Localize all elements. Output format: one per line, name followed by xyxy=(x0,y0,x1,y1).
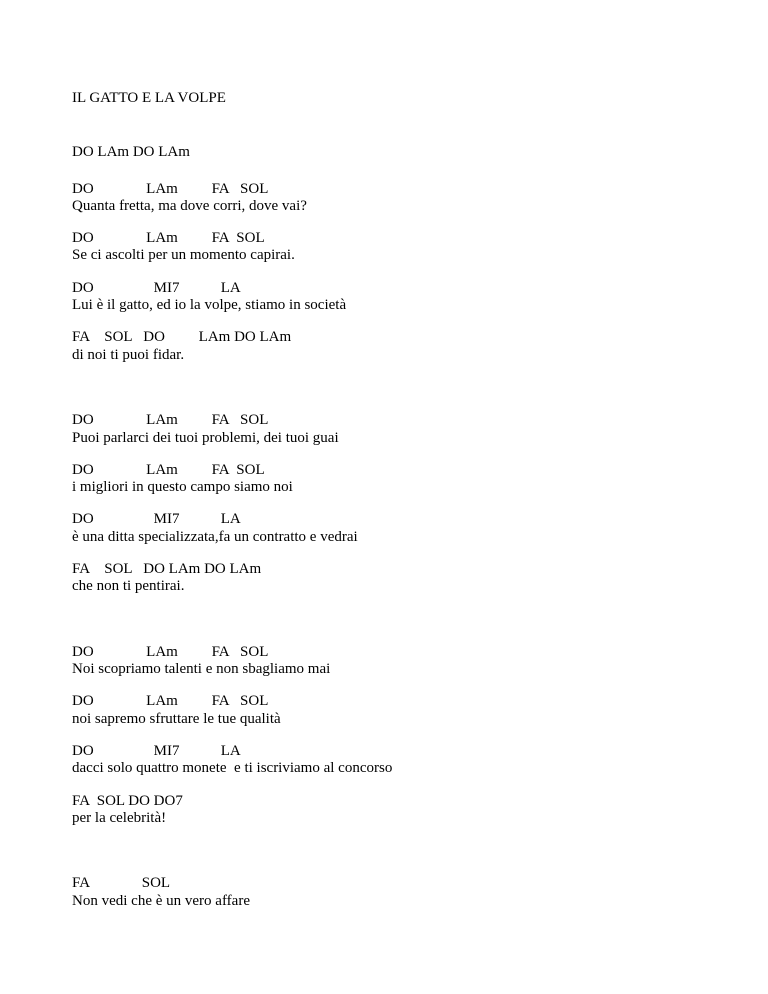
lyric-line: Non vedi che è un vero affare xyxy=(72,893,250,909)
lyric-line: che non ti pentirai. xyxy=(72,578,185,594)
chord-line: DO MI7 LA xyxy=(72,280,241,296)
chord-line: DO MI7 LA xyxy=(72,743,241,759)
chord-line: DO LAm FA SOL xyxy=(72,462,265,478)
lyric-line: Noi scopriamo talenti e non sbagliamo mai xyxy=(72,661,331,677)
lyric-line: Puoi parlarci dei tuoi problemi, dei tuoi guai xyxy=(72,430,339,446)
chord-line: DO LAm FA SOL xyxy=(72,181,269,197)
intro-chords: DO LAm DO LAm xyxy=(72,144,190,160)
lyric-line: noi sapremo sfruttare le tue qualità xyxy=(72,711,281,727)
lyric-line: per la celebrità! xyxy=(72,810,167,826)
lyric-line: Se ci ascolti per un momento capirai. xyxy=(72,247,295,263)
lyric-line: Quanta fretta, ma dove corri, dove vai? xyxy=(72,198,307,214)
lyric-line: dacci solo quattro monete e ti iscriviamo al concorso xyxy=(72,760,393,776)
chord-line: DO LAm FA SOL xyxy=(72,230,265,246)
chord-line: FA SOL DO LAm DO LAm xyxy=(72,561,262,577)
song-title: IL GATTO E LA VOLPE xyxy=(72,90,226,106)
chord-line: DO LAm FA SOL xyxy=(72,693,269,709)
chord-line: FA SOL DO DO7 xyxy=(72,793,183,809)
lyric-line: di noi ti puoi fidar. xyxy=(72,347,185,363)
chord-line: FA SOL DO LAm DO LAm xyxy=(72,329,292,345)
chord-line: DO MI7 LA xyxy=(72,511,241,527)
lyric-line: è una ditta specializzata,fa un contratto e vedrai xyxy=(72,529,358,545)
chord-line: DO LAm FA SOL xyxy=(72,412,269,428)
chord-line: FA SOL xyxy=(72,875,171,891)
lyric-line: Lui è il gatto, ed io la volpe, stiamo in società xyxy=(72,297,347,313)
lyric-line: i migliori in questo campo siamo noi xyxy=(72,479,293,495)
chord-line: DO LAm FA SOL xyxy=(72,644,269,660)
